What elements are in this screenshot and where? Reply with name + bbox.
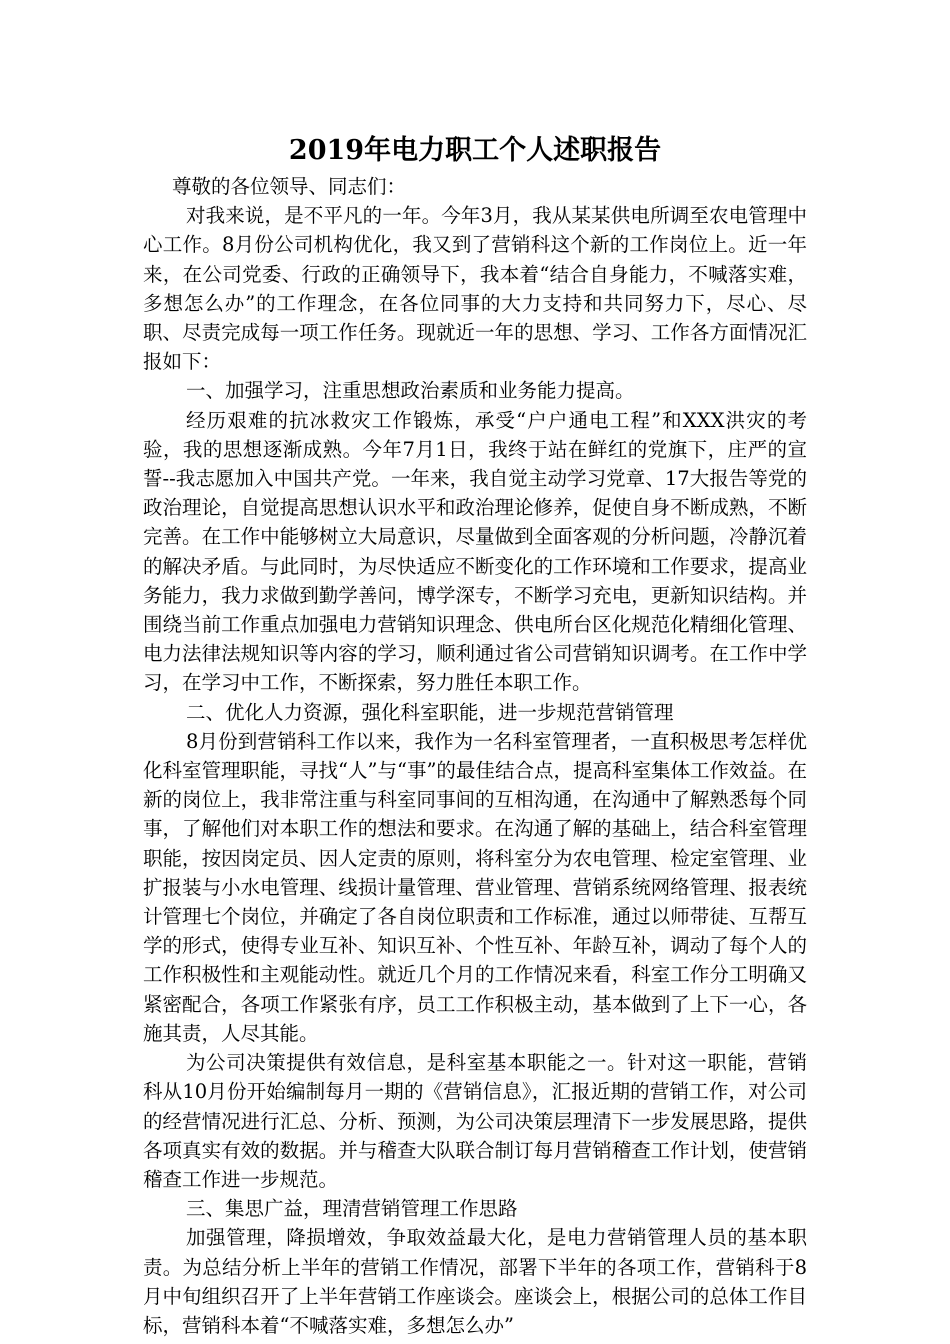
section-heading-2: 二、优化人力资源，强化科室职能，进一步规范营销管理 bbox=[186, 700, 674, 724]
paragraph-intro: 对我来说，是不平凡的一年。今年3月，我从某某供电所调至农电管理中心工作。8月份公司机构优化，我又到了营销科这个新的工作岗位上。近一年来，在公司党委、行政的正确领导下，我本着“结合自身能力，不喊落实难，多想怎么办”的工作理念，在各位同事的大力支持和共同努力下，尽心、尽职、尽责完成每一项工作任务。现就近一年的思想、学习、工作各方面情况汇报如下： bbox=[143, 204, 807, 374]
paragraph-hr: 8月份到营销科工作以来，我作为一名科室管理者，一直积极思考怎样优化科室管理职能，寻找“人”与“事”的最佳结合点，提高科室集体工作效益。在新的岗位上，我非常注重与科室同事间的互相沟通，在沟通中了解熟悉每个同事，了解他们对本职工作的想法和要求。在沟通了解的基础上，结合科室管理职能，按因岗定员、因人定责的原则，将科室分为农电管理、检定室管理、业扩报装与小水电管理、线损计量管理、营业管理、营销系统网络管理、报表统计管理七个岗位，并确定了各自岗位职责和工作标准，通过以师带徒、互帮互学的形式，使得专业互补、知识互补、个性互补、年龄互补，调动了每个人的工作积极性和主观能动性。就近几个月的工作情况来看，科室工作分工明确又紧密配合，各项工作紧张有序，员工工作积极主动，基本做到了上下一心，各施其责，人尽其能。 bbox=[143, 729, 807, 1045]
paragraph-info: 为公司决策提供有效信息，是科室基本职能之一。针对这一职能，营销科从10月份开始编制每月一期的《营销信息》，汇报近期的营销工作，对公司的经营情况进行汇总、分析、预测，为公司决策层理清下一步发展思路，提供各项真实有效的数据。并与稽查大队联合制订每月营销稽查工作计划，使营销稽查工作进一步规范。 bbox=[143, 1051, 807, 1191]
greeting: 尊敬的各位领导、同志们： bbox=[172, 175, 407, 198]
document-body bbox=[143, 172, 807, 1340]
document-page bbox=[143, 134, 807, 1340]
paragraph-study: 经历艰难的抗冰救灾工作锻炼，承受“户户通电工程”和XXX洪灾的考验，我的思想逐渐成熟。今年7月1日，我终于站在鲜红的党旗下，庄严的宣誓--我志愿加入中国共产党。一年来，我自觉主动学习党章、17大报告等党的政治理论，自觉提高思想认识水平和政治理论修养，促使自身不断成熟，不断完善。在工作中能够树立大局意识，尽量做到全面客观的分析问题，冷静沉着的解决矛盾。与此同时，为尽快适应不断变化的工作环境和工作要求，提高业务能力，我力求做到勤学善问，博学深专，不断学习充电，更新知识结构。并围绕当前工作重点加强电力营销知识理念、供电所台区化规范化精细化管理、电力法律法规知识等内容的学习，顺利通过省公司营销知识调考。在工作中学习，在学习中工作，不断探索，努力胜任本职工作。 bbox=[143, 408, 807, 695]
document-title: 2019年电力职工个人述职报告 bbox=[288, 135, 662, 166]
section-heading-3: 三、集思广益，理清营销管理工作思路 bbox=[186, 1197, 518, 1221]
paragraph-management: 加强管理，降损增效，争取效益最大化，是电力营销管理人员的基本职责。为总结分析上半年的营销工作情况，部署下半年的各项工作，营销科于8月中旬组织召开了上半年营销工作座谈会。座谈会上，根据公司的总体工作目标，营销科本着“不喊落实难，多想怎么办” bbox=[143, 1226, 807, 1337]
section-heading-1: 一、加强学习，注重思想政治素质和业务能力提高。 bbox=[186, 379, 635, 403]
